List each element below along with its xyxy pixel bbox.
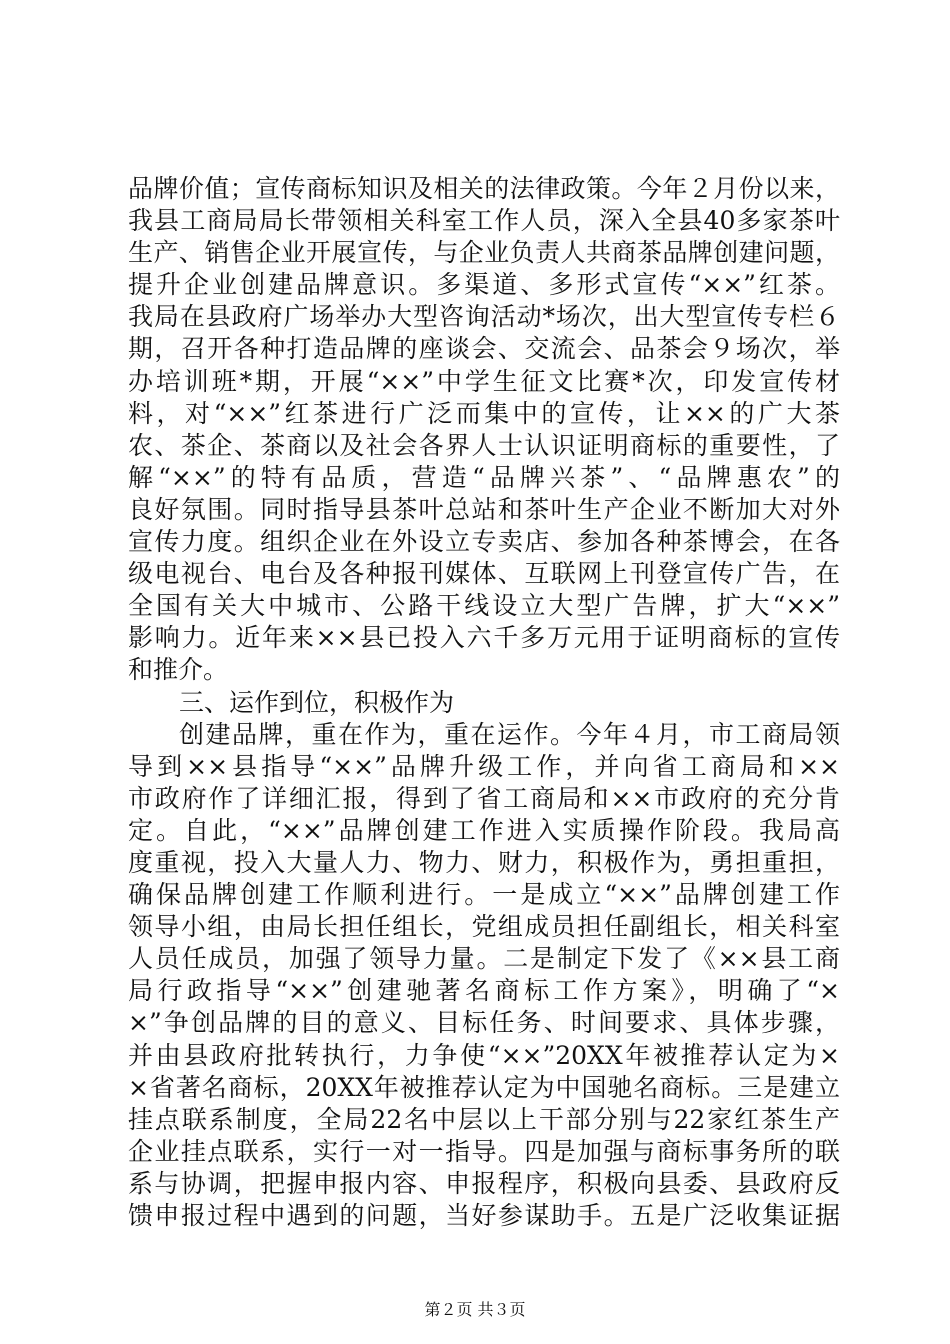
text-line: 料，对“××”红茶进行广泛而集中的宣传，让××的广大茶	[128, 398, 840, 428]
text-line: 良好氛围。同时指导县茶叶总站和茶叶生产企业不断加大对外	[128, 494, 840, 524]
section-heading: 三、运作到位，积极作为	[179, 687, 455, 717]
text-line: 生产、销售企业开展宣传，与企业负责人共商茶品牌创建问题，	[128, 238, 840, 268]
text-line: 并由县政府批转执行，力争使“××”20XX年被推荐认定为×	[128, 1040, 840, 1070]
text-line: ×”争创品牌的目的意义、目标任务、时间要求、具体步骤，	[128, 1008, 840, 1038]
text-line: 企业挂点联系，实行一对一指导。四是加强与商标事务所的联	[128, 1136, 840, 1166]
text-line: 市政府作了详细汇报，得到了省工商局和××市政府的充分肯	[128, 783, 840, 813]
text-line: 确保品牌创建工作顺利进行。一是成立“××”品牌创建工作	[128, 880, 840, 910]
text-line: 解“××”的特有品质，营造“品牌兴茶”、“品牌惠农”的	[128, 462, 840, 492]
text-line: 农、茶企、茶商以及社会各界人士认识证明商标的重要性，了	[128, 430, 840, 460]
text-line: 系与协调，把握申报内容、申报程序，积极向县委、县政府反	[128, 1168, 840, 1198]
text-line: 领导小组，由局长担任组长，党组成员担任副组长，相关科室	[128, 912, 840, 942]
text-line: 办培训班*期，开展“××”中学生征文比赛*次，印发宣传材	[128, 366, 840, 396]
page-footer	[0, 1300, 950, 1320]
text-line: 馈申报过程中遇到的问题，当好参谋助手。五是广泛收集证据	[128, 1201, 840, 1230]
text-line: 导到××县指导“××”品牌升级工作，并向省工商局和××	[128, 751, 840, 781]
page-number: 第２页 共３页	[424, 1300, 526, 1319]
body-text	[128, 173, 840, 1232]
text-line: 度重视，投入大量人力、物力、财力，积极作为，勇担重担，	[128, 847, 840, 877]
text-line: 局行政指导“××”创建驰著名商标工作方案》，明确了“×	[128, 976, 840, 1006]
text-line: 影响力。近年来××县已投入六千多万元用于证明商标的宣传	[128, 623, 840, 653]
text-line: 期，召开各种打造品牌的座谈会、交流会、品茶会９场次，举	[128, 334, 840, 364]
text-line: 我局在县政府广场举办大型咨询活动*场次，出大型宣传专栏６	[128, 302, 840, 332]
text-line: 级电视台、电台及各种报刊媒体、互联网上刊登宣传广告，在	[128, 559, 840, 589]
text-line: 我县工商局局长带领相关科室工作人员，深入全县40多家茶叶	[128, 206, 840, 236]
text-line: ×省著名商标，20XX年被推荐认定为中国驰名商标。三是建立	[128, 1072, 840, 1102]
text-line: 宣传力度。组织企业在外设立专卖店、参加各种茶博会，在各	[128, 527, 840, 557]
text-line: 提升企业创建品牌意识。多渠道、多形式宣传“××”红茶。	[128, 270, 840, 300]
text-line: 挂点联系制度，全局22名中层以上干部分别与22家红茶生产	[128, 1104, 840, 1134]
text-line: 人员任成员，加强了领导力量。二是制定下发了《××县工商	[128, 944, 840, 974]
text-line: 全国有关大中城市、公路干线设立大型广告牌，扩大“××”	[128, 591, 840, 621]
text-line: 创建品牌，重在作为，重在运作。今年４月，市工商局领	[179, 719, 840, 749]
text-line: 和推介。	[128, 655, 229, 685]
text-line: 品牌价值；宣传商标知识及相关的法律政策。今年２月份以来，	[128, 174, 840, 203]
text-line: 定。自此，“××”品牌创建工作进入实质操作阶段。我局高	[128, 815, 840, 845]
